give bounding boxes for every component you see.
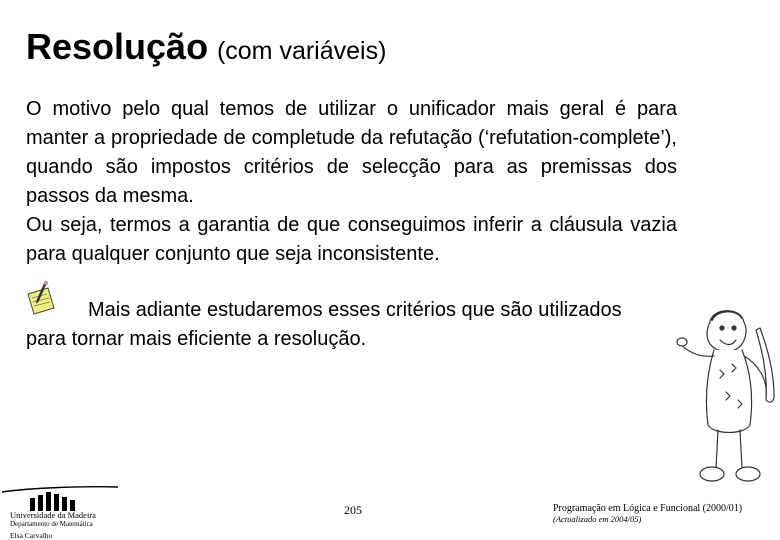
title-subtitle: (com variáveis)	[216, 37, 387, 65]
course-title: Programação em Lógica e Funcional (2000/01)	[553, 503, 743, 514]
paragraph-consequence: Ou seja, termos a garantia de que conseguimos inferir a cláusula vazia para qualquer conjunto que seja inconsistente.	[26, 214, 677, 265]
author-name: Elsa Carvalho	[10, 531, 53, 540]
note-text-block	[26, 296, 646, 354]
note-text: Mais adiante estudaremos esses critérios que são utilizados para tornar mais eficiente a resolução.	[26, 299, 622, 350]
university-name: Universidade da Madeira	[10, 510, 96, 520]
university-logo	[0, 484, 120, 512]
department-name: Departamento de Matemática	[10, 520, 93, 528]
slide-title	[26, 26, 386, 68]
title-main: Resolução	[26, 26, 209, 67]
page-number: 205	[344, 503, 362, 517]
paragraph-explanation: O motivo pelo qual temos de utilizar o unificador mais geral é para manter a propriedade de completude da refutação (‘refutation-complete’), quando são impostos critérios de selecção para as premissas dos passos da mesma.	[26, 98, 677, 207]
caveman-cartoon-illustration	[670, 300, 780, 490]
update-note: (Actualizado em 2004/05)	[553, 514, 642, 524]
